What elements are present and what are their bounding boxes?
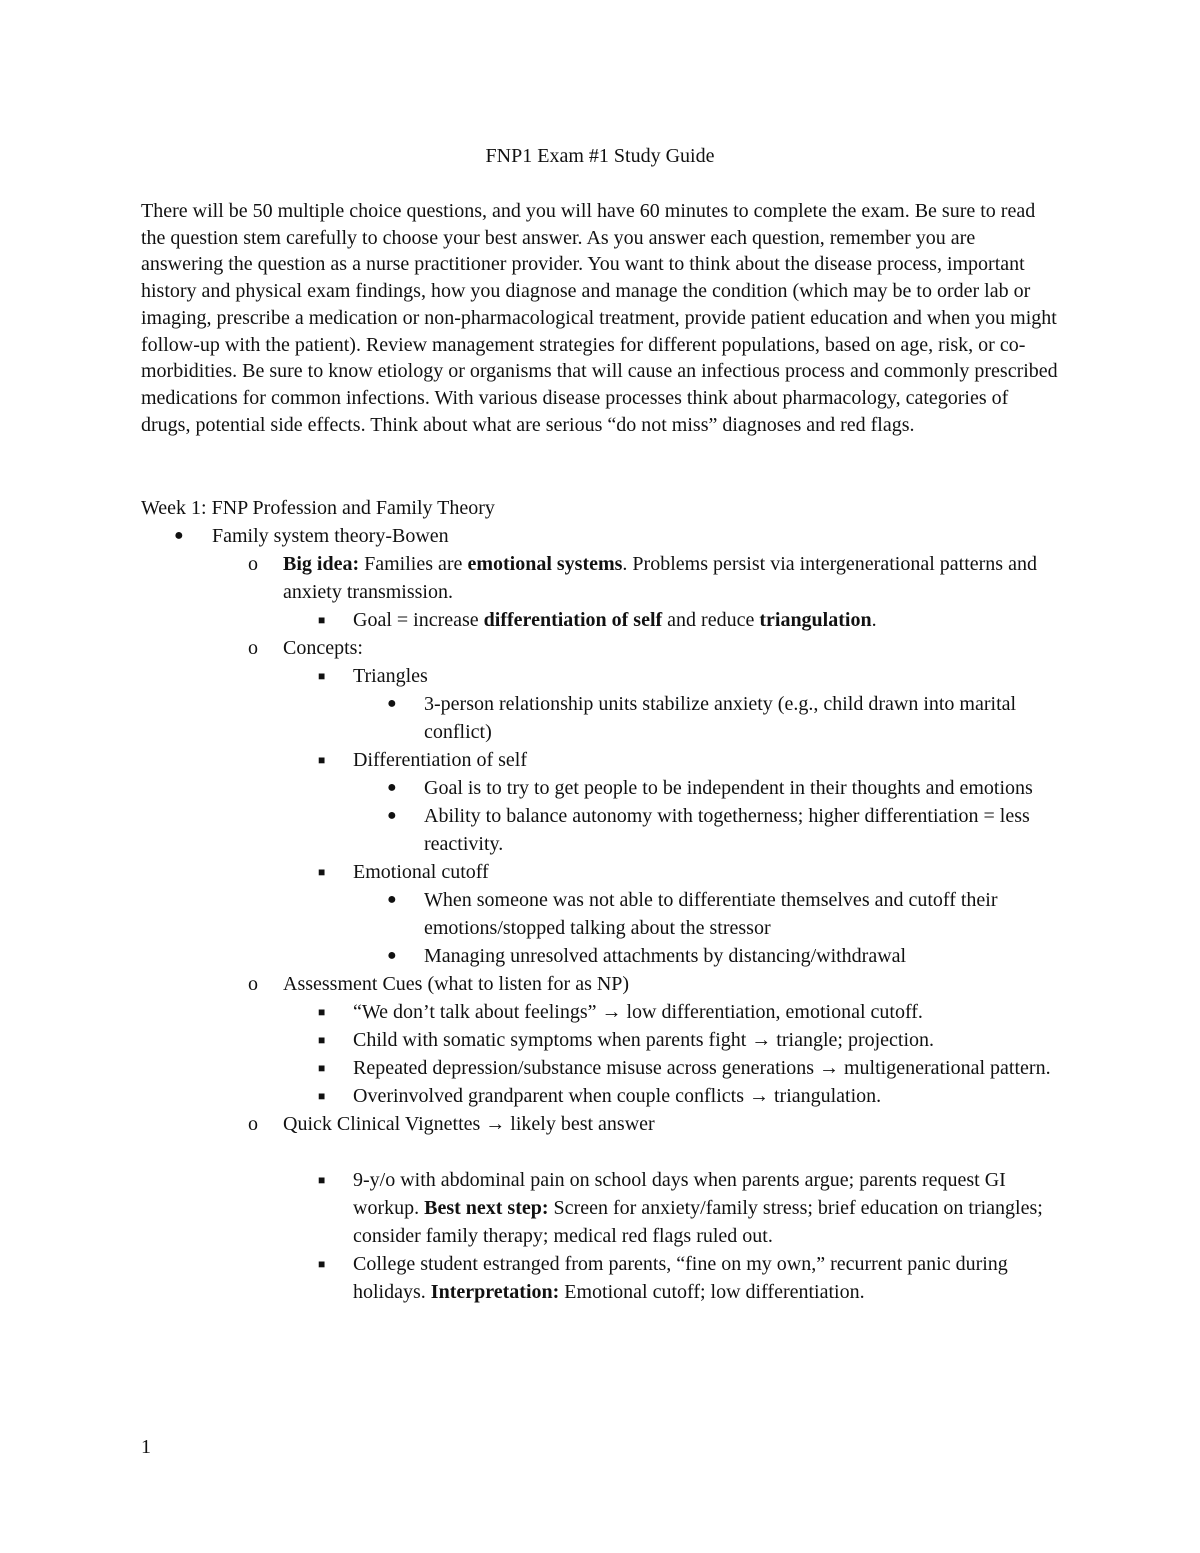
list-item-text: “We don’t talk about feelings” → low differentiation, emotional cutoff.	[353, 1001, 923, 1023]
square-bullet-icon: ■	[318, 1033, 326, 1047]
list-item-vignette	[0, 1166, 1200, 1250]
square-bullet-icon: ■	[318, 1257, 326, 1271]
square-bullet-icon: ■	[318, 1173, 326, 1187]
bullet-icon: ●	[387, 807, 397, 824]
list-item-bowen	[0, 522, 1200, 550]
text-run: and reduce	[662, 609, 760, 631]
list-item-text: 3-person relationship units stabilize anxiety (e.g., child drawn into marital conflict)	[424, 693, 1017, 743]
list-item-text: Goal is to try to get people to be independent in their thoughts and emotions	[424, 777, 1033, 799]
list-item-text: Managing unresolved attachments by distancing/withdrawal	[424, 945, 907, 967]
text-run: . Problems persist via intergenerational patterns and anxiety transmission.	[283, 553, 1037, 603]
list-item	[0, 886, 1200, 942]
page-title: FNP1 Exam #1 Study Guide	[485, 145, 715, 167]
list-item-clinical-vignettes	[0, 1110, 1200, 1138]
list-item-text: Assessment Cues (what to listen for as NP)	[283, 973, 630, 995]
text-run: Screen for anxiety/family stress; brief education on triangles; consider family therapy; medical red flags ruled out.	[353, 1197, 1043, 1247]
list-item-text: Child with somatic symptoms when parents fight → triangle; projection.	[353, 1029, 935, 1051]
list-item-vignette	[0, 1250, 1200, 1306]
list-item-text: Repeated depression/substance misuse across generations → multigenerational pattern.	[353, 1057, 1051, 1079]
circle-bullet-icon: o	[248, 553, 258, 575]
square-bullet-icon: ■	[318, 1089, 326, 1103]
list-item	[0, 1026, 1200, 1054]
list-item	[0, 774, 1200, 802]
list-item-goal	[0, 606, 1200, 634]
text-run: College student estranged from parents, “fine on my own,” recurrent panic during holidays.	[353, 1253, 1008, 1303]
list-item-differentiation	[0, 746, 1200, 774]
list-item-emotional-cutoff	[0, 858, 1200, 886]
square-bullet-icon: ■	[318, 1061, 326, 1075]
list-item	[0, 1082, 1200, 1110]
bold-text: Best next step:	[424, 1197, 549, 1219]
intro-paragraph: There will be 50 multiple choice questions, and you will have 60 minutes to complete the exam. Be sure to read the question stem carefully to choose your best answer. As you answer each question, remember you are answering the question as a nurse practitioner provider. You want to think about the disease process, important history and physical exam findings, how you diagnose and manage the condition (which may be to order lab or imaging, prescribe a medication or non-pharmacological treatment, provide patient education and when you might follow-up with the patient). Review management strategies for different populations, based on age, risk, or co-morbidities. Be sure to know etiology or organisms that will cause an infectious process and commonly prescribed medications for common infections. With various disease processes think about pharmacology, categories of drugs, potential side effects. Think about what are serious “do not miss” diagnoses and red flags.	[141, 200, 1058, 436]
list-item	[0, 690, 1200, 746]
bold-text: differentiation of self	[483, 609, 663, 631]
list-item-text: Differentiation of self	[353, 749, 528, 771]
list-item	[0, 1054, 1200, 1082]
list-item	[0, 998, 1200, 1026]
text-run: Goal = increase	[353, 609, 484, 631]
bullet-icon: ●	[387, 891, 397, 908]
circle-bullet-icon: o	[248, 637, 258, 659]
bullet-icon: ●	[387, 947, 397, 964]
bullet-icon: ●	[387, 695, 397, 712]
page-number: 1	[141, 1436, 151, 1458]
square-bullet-icon: ■	[318, 613, 326, 627]
list-item-assessment-cues	[0, 970, 1200, 998]
blank-line	[0, 1138, 1200, 1166]
list-item-text: Overinvolved grandparent when couple conflicts → triangulation.	[353, 1085, 882, 1107]
bullet-icon: ●	[387, 779, 397, 796]
text-run: Families are	[359, 553, 468, 575]
list-item-text	[353, 1250, 1063, 1306]
bold-text: Interpretation:	[430, 1281, 560, 1303]
bullet-icon: ●	[174, 527, 184, 544]
list-item-text	[353, 606, 1063, 634]
circle-bullet-icon: o	[248, 973, 258, 995]
square-bullet-icon: ■	[318, 669, 326, 683]
list-item-text: Emotional cutoff	[353, 861, 489, 883]
square-bullet-icon: ■	[318, 1005, 326, 1019]
square-bullet-icon: ■	[318, 753, 326, 767]
list-item-text: Quick Clinical Vignettes → likely best answer	[283, 1113, 655, 1135]
list-item-concepts	[0, 634, 1200, 662]
text-run: Emotional cutoff; low differentiation.	[559, 1281, 865, 1303]
text-run: .	[871, 609, 877, 631]
week-1-heading: Week 1: FNP Profession and Family Theory	[141, 497, 495, 519]
list-item-text: Concepts:	[283, 637, 363, 659]
list-item-text: Triangles	[353, 665, 428, 687]
text-run: 9-y/o with abdominal pain on school days when parents argue; parents request GI workup.	[353, 1169, 1006, 1219]
list-item-text	[283, 550, 1058, 606]
list-item	[0, 802, 1200, 858]
list-item-text: Family system theory-Bowen	[212, 525, 449, 547]
list-item-text: Ability to balance autonomy with togetherness; higher differentiation = less reactivity.	[424, 805, 1030, 855]
circle-bullet-icon: o	[248, 1113, 258, 1135]
square-bullet-icon: ■	[318, 865, 326, 879]
list-item	[0, 942, 1200, 970]
list-item-text: When someone was not able to differentiate themselves and cutoff their emotions/stopped talking about the stressor	[424, 889, 998, 939]
week-1-outline	[0, 522, 1200, 1306]
bold-text: emotional systems	[467, 553, 623, 575]
list-item-text	[353, 1166, 1063, 1250]
list-item-triangles	[0, 662, 1200, 690]
list-item-big-idea	[0, 550, 1200, 606]
bold-text: triangulation	[759, 609, 872, 631]
big-idea-label: Big idea:	[283, 553, 360, 575]
